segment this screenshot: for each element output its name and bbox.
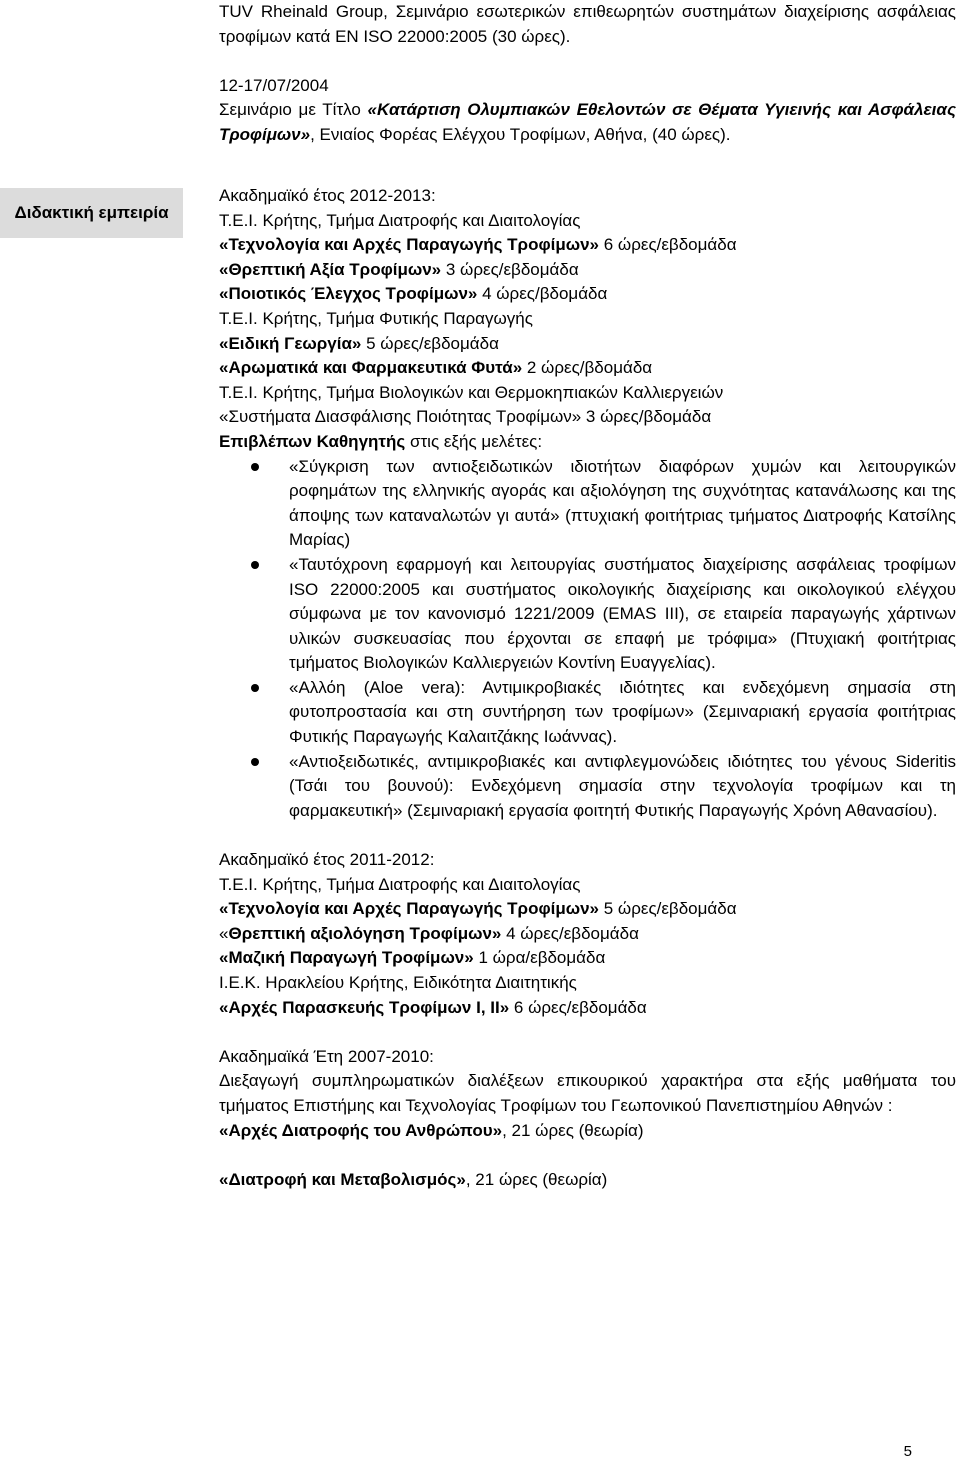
course-item: «Διατροφή και Μεταβολισμός», 21 ώρες (θεωρία)	[219, 1169, 608, 1189]
course-item: «Τεχνολογία και Αρχές Παραγωγής Τροφίμων» 6 ώρες/εβδομάδα	[219, 235, 737, 255]
course-item: «Αρχές Παρασκευής Τροφίμων Ι, ΙΙ» 6 ώρες/εβδομάδα	[219, 997, 647, 1017]
list-item: «Αλλόη (Aloe vera): Αντιμικροβιακές ιδιότητες και ενδεχόμενη σημασία στη φυτοπροστασία και στη συντήρηση των τροφίμων» (Σεμιναριακή εργασία φοιτήτριας Φυτικής Παραγωγής Καλαιτζάκης Ιωάννας).	[219, 676, 956, 750]
course-item: «Μαζική Παραγωγή Τροφίμων» 1 ώρα/εβδομάδα	[219, 948, 606, 968]
studies-list	[219, 455, 956, 824]
institution: Ι.Ε.Κ. Ηρακλείου Κρήτης, Ειδικότητα Διαιτητικής	[219, 973, 577, 992]
year-heading-2011: Ακαδημαϊκό έτος 2011-2012:	[219, 850, 435, 870]
seminar-tuv: TUV Rheinald Group, Σεμινάριο εσωτερικών επιθεωρητών συστημάτων διαχείρισης ασφάλειας τροφίμων κατά ΕΝ ISO 22000:2005 (30 ώρες).	[219, 2, 956, 46]
course-item: «Θρεπτική αξιολόγηση Τροφίμων» 4 ώρες/εβδομάδα	[219, 923, 639, 943]
course-item: «Αρχές Διατροφής του Ανθρώπου», 21 ώρες (θεωρία)	[219, 1120, 644, 1140]
supervisor-line: Επιβλέπων Καθηγητής στις εξής μελέτες:	[219, 431, 543, 451]
bullet-icon	[251, 463, 259, 471]
seminar-date: 12-17/07/2004	[219, 75, 329, 95]
list-item: «Αντιοξειδωτικές, αντιμικροβιακές και αντιφλεγμονώδεις ιδιότητες του γένους Sideritis (Τσάι του βουνού): Ενδεχόμενη σημασία στην τεχνολογία τροφίμων και τη φαρμακευτική» (Σεμιναριακή εργασία φοιτητή Φυτικής Παραγωγής Χρόνη Αθανασίου).	[219, 750, 956, 824]
institution: Τ.Ε.Ι. Κρήτης, Τμήμα Διατροφής και Διαιτολογίας	[219, 210, 581, 230]
bullet-icon	[251, 684, 259, 692]
list-item: «Ταυτόχρονη εφαρμογή και λειτουργίας συστήματος διαχείρισης ασφάλειας τροφίμων ISO 22000:2005 και συστήματος οικολογικής διαχείρισης και οικολογικού ελέγχου σύμφωνα με τον κανονισμό 1221/2009 (EMAS III), σε εταιρεία παραγωγής χάρτινων υλικών συσκευασίας που έρχονται σε επαφή με τρόφιμα» (Πτυχιακή φοιτήτριας τμήματος Βιολογικών Καλλιεργειών Κοντίνη Ευαγγελίας).	[219, 553, 956, 676]
institution: Τ.Ε.Ι. Κρήτης, Τμήμα Βιολογικών και Θερμοκηπιακών Καλλιεργειών	[219, 382, 724, 402]
course-item: «Τεχνολογία και Αρχές Παραγωγής Τροφίμων» 5 ώρες/εβδομάδα	[219, 899, 737, 919]
year-heading-2007: Ακαδημαϊκά Έτη 2007-2010:	[219, 1046, 434, 1066]
year-heading-2012: Ακαδημαϊκό έτος 2012-2013:	[219, 186, 436, 205]
bullet-icon	[251, 561, 259, 569]
course-item: «Ειδική Γεωργία» 5 ώρες/εβδομάδα	[219, 333, 499, 353]
teaching-experience	[219, 184, 956, 1192]
course-item: «Συστήματα Διασφάλισης Ποιότητας Τροφίμων» 3 ώρες/βδομάδα	[219, 407, 712, 427]
lectures-intro: Διεξαγωγή συμπληρωματικών διαλέξεων επικουρικού χαρακτήρα στα εξής μαθήματα του τμήματος Επιστήμης και Τεχνολογίας Τροφίμων του Γεωπονικού Πανεπιστημίου Αθηνών :	[219, 1071, 956, 1115]
institution: Τ.Ε.Ι. Κρήτης, Τμήμα Διατροφής και Διαιτολογίας	[219, 874, 581, 894]
course-item: «Αρωματικά και Φαρμακευτικά Φυτά» 2 ώρες/βδομάδα	[219, 358, 653, 378]
page-number: 5	[903, 1443, 912, 1460]
institution: Τ.Ε.Ι. Κρήτης, Τμήμα Φυτικής Παραγωγής	[219, 308, 533, 328]
bullet-icon	[251, 758, 259, 766]
seminar-olympic: Σεμινάριο με Τίτλο «Κατάρτιση Ολυμπιακών Εθελοντών σε Θέματα Υγιεινής και Ασφάλειας Τροφίμων», Ενιαίος Φορέας Ελέγχου Τροφίμων, Αθήνα, (40 ώρες).	[219, 100, 956, 144]
seminars-block	[219, 0, 956, 148]
course-item: «Θρεπτική Αξία Τροφίμων» 3 ώρες/εβδομάδα	[219, 259, 579, 279]
section-label-teaching: Διδακτική εμπειρία	[0, 188, 183, 238]
list-item: «Σύγκριση των αντιοξειδωτικών ιδιοτήτων διαφόρων χυμών και λειτουργικών ροφημάτων της ελληνικής αγοράς και αξιολόγηση της συχνότητας κατανάλωσης και της άποψης των καταναλωτών γι αυτά» (πτυχιακή φοιτήτριας τμήματος Διατροφής Κατσίλης Μαρίας)	[219, 455, 956, 553]
course-item: «Ποιοτικός Έλεγχος Τροφίμων» 4 ώρες/βδομάδα	[219, 284, 608, 304]
